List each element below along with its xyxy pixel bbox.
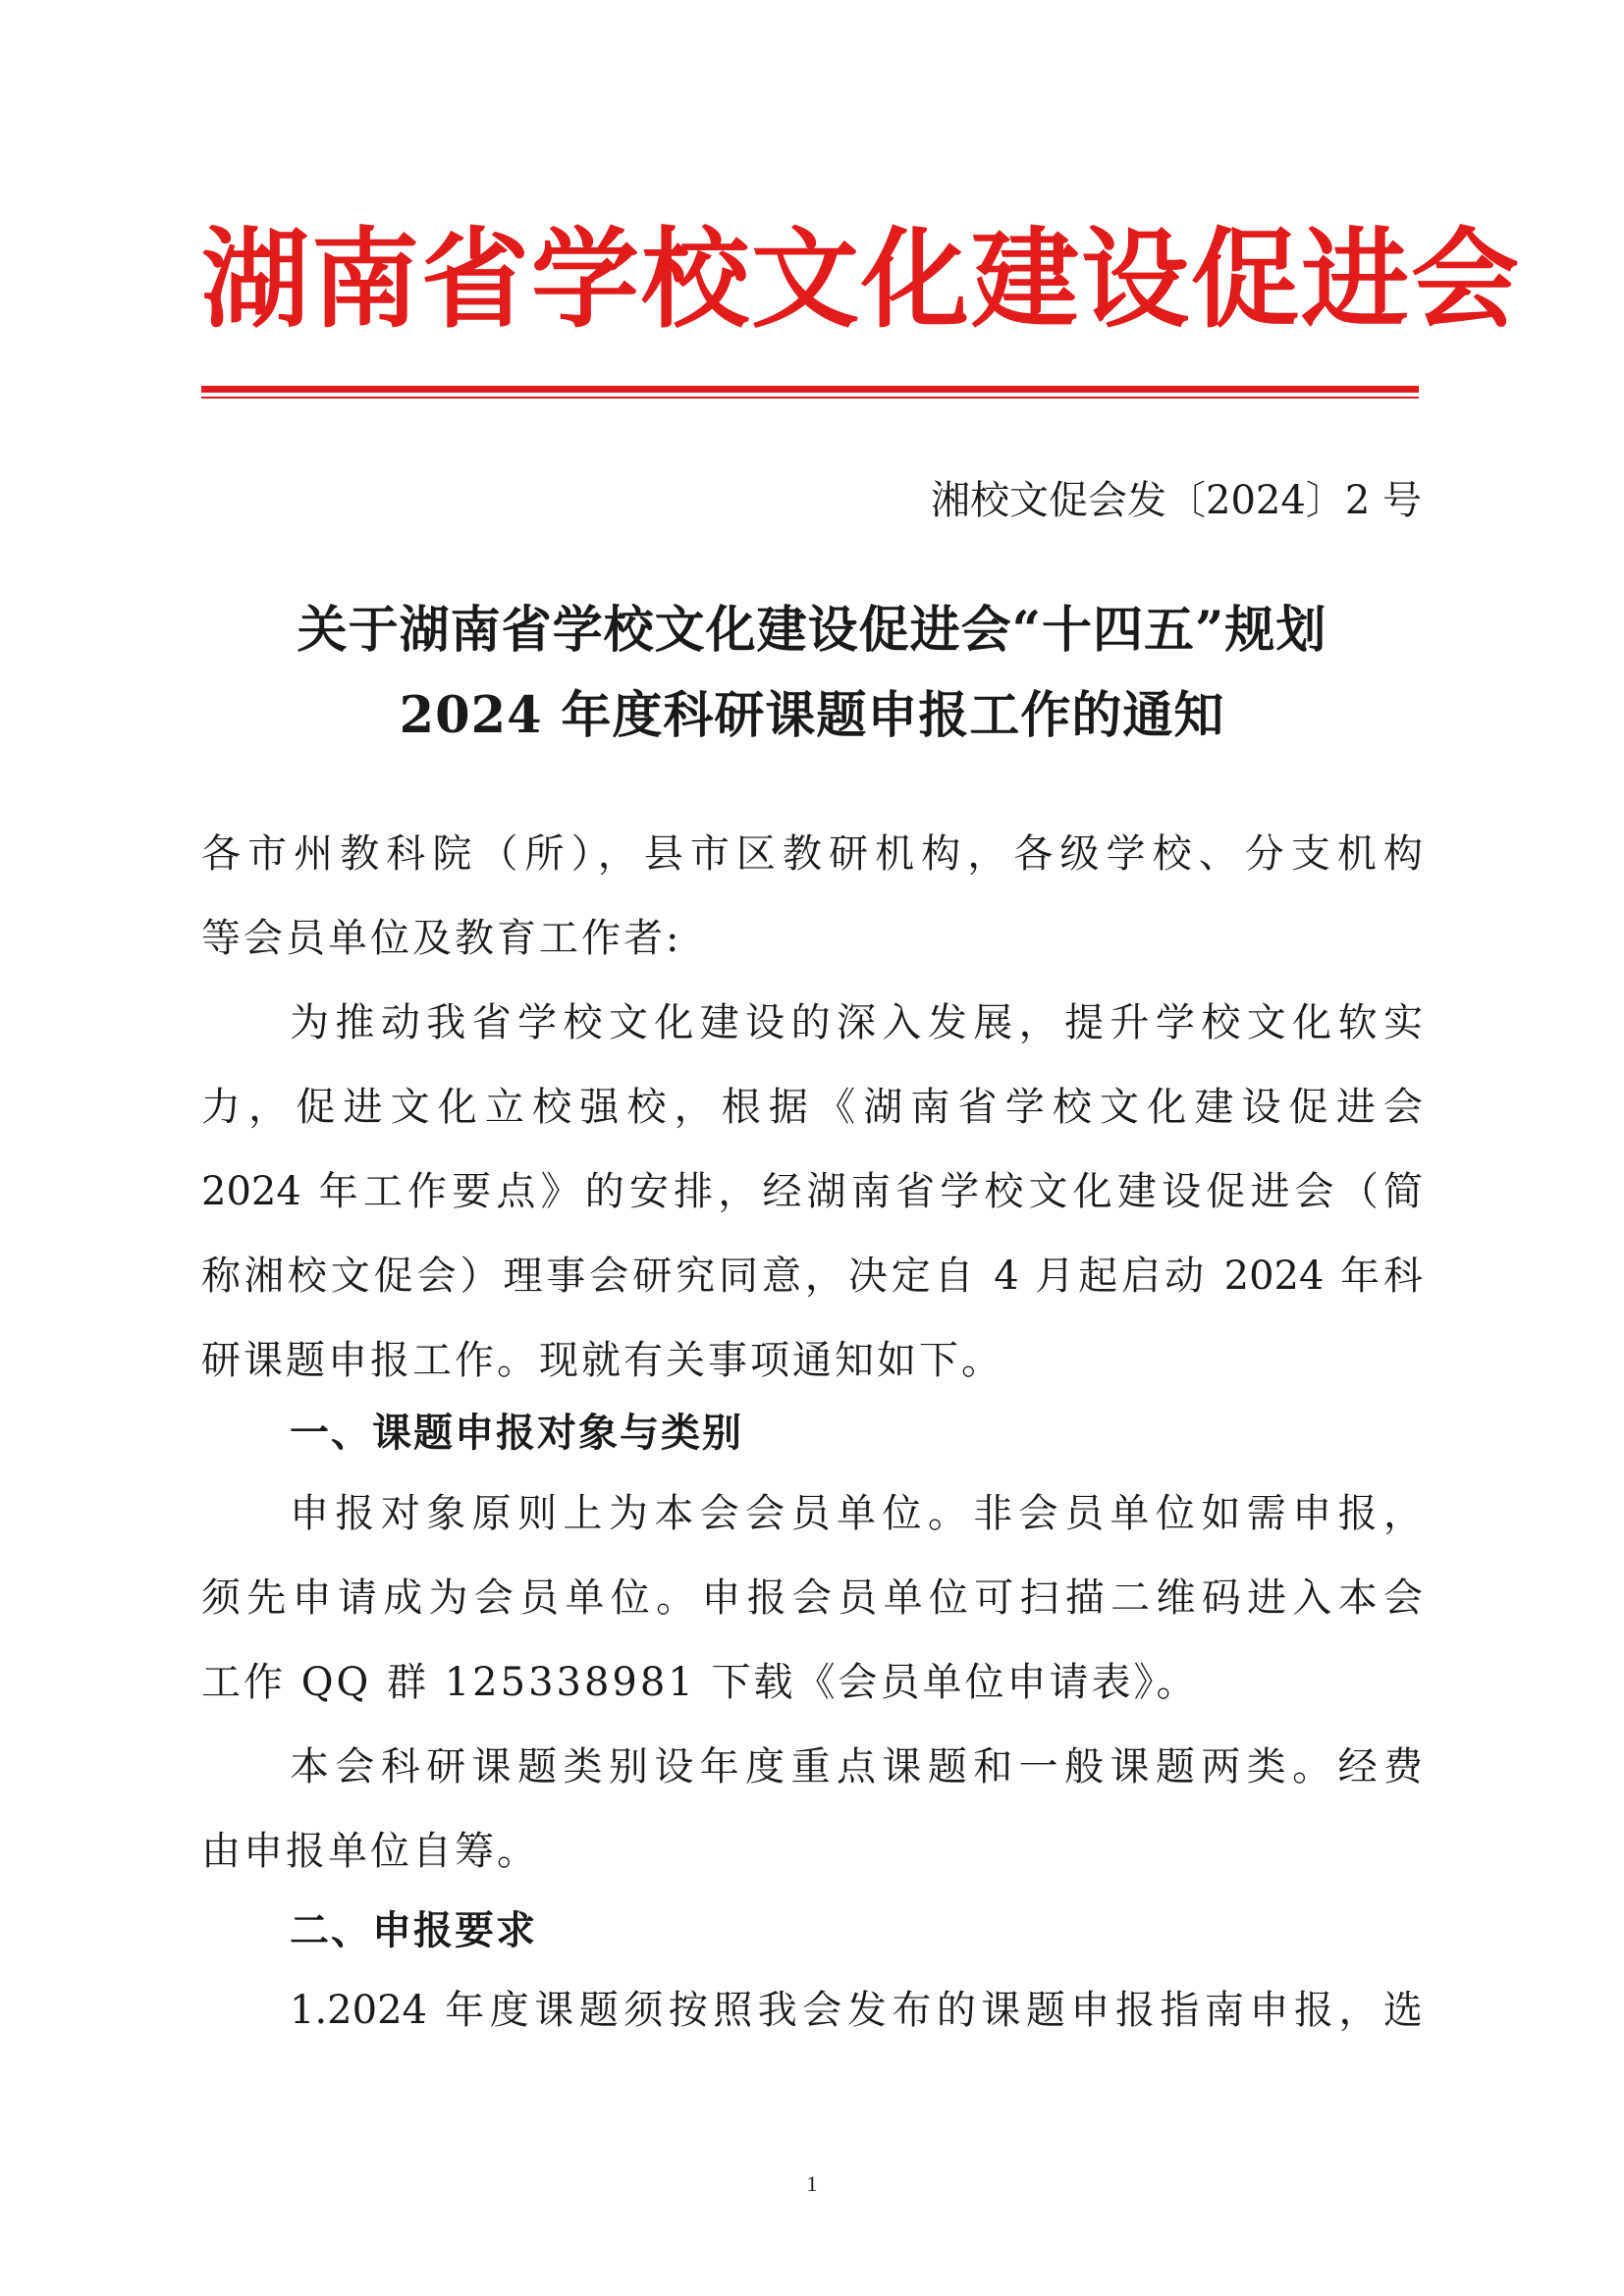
paragraph-line: 工作 QQ 群 125338981 下载《会员单位申请表》。	[201, 1660, 1199, 1705]
paragraph-line: 称湘校文促会）理事会研究同意，决定自 4 月起启动 2024 年科	[201, 1254, 1423, 1299]
red-divider-thick	[201, 386, 1419, 393]
paragraph-line: 为推动我省学校文化建设的深入发展，提升学校文化软实	[290, 1000, 1423, 1045]
paragraph-line: 申报对象原则上为本会会员单位。非会员单位如需申报，	[290, 1491, 1423, 1536]
paragraph-line: 力，促进文化立校强校，根据《湖南省学校文化建设促进会	[201, 1085, 1423, 1130]
notice-title-line-2: 2024 年度科研课题申报工作的通知	[399, 686, 1225, 745]
paragraph-line: 2024 年工作要点》的安排，经湖南省学校文化建设促进会（简	[201, 1169, 1423, 1214]
addressee-line-1: 各市州教科院（所），县市区教研机构，各级学校、分支机构	[201, 831, 1423, 877]
org-name-header: 湖南省学校文化建设促进会	[201, 217, 1521, 343]
paragraph-line: 研课题申报工作。现就有关事项通知如下。	[201, 1338, 1003, 1383]
paragraph-line: 由申报单位自筹。	[201, 1829, 539, 1874]
section-heading-1: 一、课题申报对象与类别	[290, 1411, 743, 1456]
document-number: 湘校文促会发〔2024〕2 号	[931, 478, 1422, 523]
red-divider-thin	[201, 397, 1419, 399]
notice-title-line-1: 关于湖南省学校文化建设促进会“十四五”规划	[297, 601, 1327, 660]
section-heading-2: 二、申报要求	[290, 1908, 537, 1953]
paragraph-line: 须先申请成为会员单位。申报会员单位可扫描二维码进入本会	[201, 1575, 1423, 1621]
addressee-line-2: 等会员单位及教育工作者:	[201, 916, 682, 961]
page-number: 1	[806, 2171, 818, 2196]
paragraph-line: 1.2024 年度课题须按照我会发布的课题申报指南申报，选	[290, 1988, 1423, 2033]
paragraph-line: 本会科研课题类别设年度重点课题和一般课题两类。经费	[290, 1744, 1423, 1789]
